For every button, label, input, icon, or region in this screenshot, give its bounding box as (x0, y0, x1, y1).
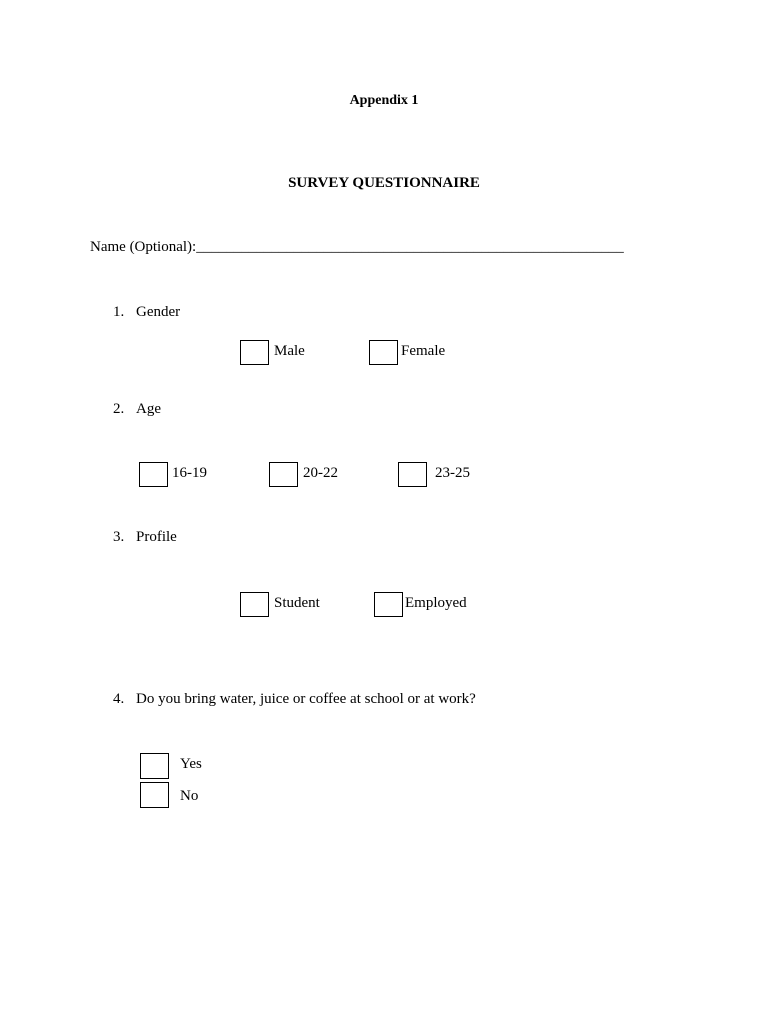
checkbox-age-16-19[interactable] (139, 462, 168, 487)
checkbox-employed[interactable] (374, 592, 403, 617)
question-text: Gender (136, 304, 181, 320)
appendix-heading: Appendix 1 (349, 93, 419, 108)
question-number: 4. (113, 691, 125, 707)
option-label-female: Female (401, 343, 446, 359)
option-label-male: Male (274, 343, 305, 359)
checkbox-no[interactable] (140, 782, 169, 808)
name-field-label: Name (Optional): (90, 239, 197, 255)
option-label-age-20-22: 20-22 (303, 465, 338, 481)
question-text: Age (136, 401, 161, 417)
option-label-no: No (180, 788, 199, 804)
checkbox-female[interactable] (369, 340, 398, 365)
name-field[interactable] (90, 239, 624, 256)
name-field-underline[interactable]: _________________________________________________________ (196, 239, 624, 255)
checkbox-yes[interactable] (140, 753, 169, 779)
option-label-student: Student (274, 595, 320, 611)
option-label-age-16-19: 16-19 (172, 465, 207, 481)
option-label-age-23-25: 23-25 (435, 465, 470, 481)
question-number: 3. (113, 529, 125, 545)
question-number: 2. (113, 401, 125, 417)
question-number: 1. (113, 304, 125, 320)
checkbox-age-20-22[interactable] (269, 462, 298, 487)
checkbox-male[interactable] (240, 340, 269, 365)
question-text: Profile (136, 529, 177, 545)
option-label-yes: Yes (180, 756, 202, 772)
option-label-employed: Employed (405, 595, 467, 611)
question-text: Do you bring water, juice or coffee at school or at work? (136, 691, 476, 707)
page-title: SURVEY QUESTIONNAIRE (288, 175, 480, 191)
checkbox-age-23-25[interactable] (398, 462, 427, 487)
checkbox-student[interactable] (240, 592, 269, 617)
